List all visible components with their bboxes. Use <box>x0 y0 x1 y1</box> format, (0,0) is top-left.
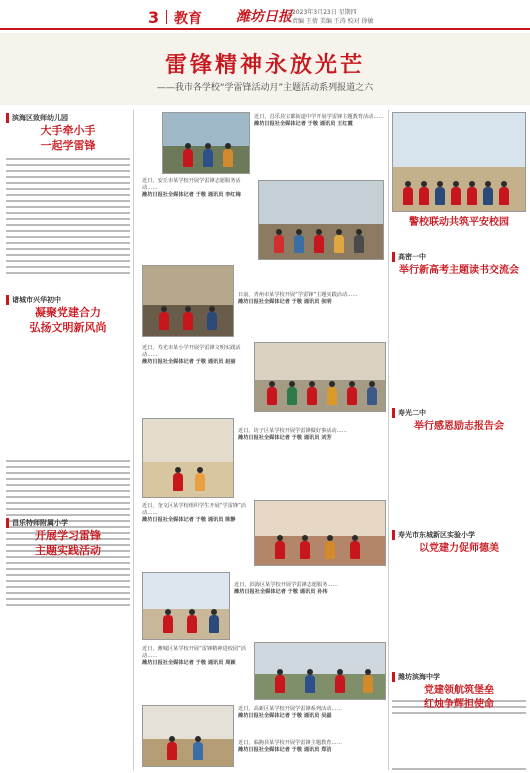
caption-9 <box>238 706 386 720</box>
article-1-body <box>6 158 130 274</box>
page-header <box>0 0 530 30</box>
photo-6 <box>254 500 386 566</box>
article-3-school: 昌乐特师附属小学 <box>6 518 68 528</box>
photo-4 <box>254 342 386 412</box>
caption-2-credit: 潍坊日报社全媒体记者 于敬 通讯员 李红梅 <box>142 192 241 198</box>
photo-7 <box>142 572 230 640</box>
article-8-title-line1: 党建领航筑堡垒 <box>424 685 494 696</box>
newspaper-logo: 潍坊日报 <box>236 9 292 25</box>
article-7-school: 寿光市东城新区实验小学 <box>392 530 475 540</box>
article-8-title-line2: 红烛争辉担使命 <box>424 699 494 710</box>
caption-1-credit: 潍坊日报社全媒体记者 于敬 通讯员 王红霞 <box>254 121 353 127</box>
editors-line: 责编 王倩 美编 王涛 校对 徐敏 <box>292 18 374 25</box>
photo-3 <box>142 265 234 337</box>
article-1-title-line2: 一起学雷锋 <box>40 139 96 152</box>
caption-9-text: 近日，高新区某学校开展学雷锋系列活动…… <box>238 706 342 712</box>
caption-5-credit: 潍坊日报社全媒体记者 于敬 通讯员 刘芳 <box>238 435 332 441</box>
article-5-school: 高密一中 <box>392 252 426 262</box>
caption-10 <box>238 740 386 754</box>
caption-3-credit: 潍坊日报社全媒体记者 于敬 通讯员 张明 <box>238 299 332 305</box>
caption-7-credit: 潍坊日报社全媒体记者 于敬 通讯员 孙伟 <box>234 589 328 595</box>
caption-10-credit: 潍坊日报社全媒体记者 于敬 通讯员 郑洁 <box>238 747 332 753</box>
article-7-title: 以党建力促师德美 <box>419 543 499 554</box>
caption-1-text: 近日，昌乐县宝都街道中学开展学雷锋主题教育活动…… <box>254 114 384 120</box>
article-6-title: 举行感恩励志报告会 <box>414 421 504 432</box>
page-number: 3 <box>148 8 160 27</box>
article-3-title-line2: 主题实践活动 <box>35 544 101 557</box>
article-2-school: 诸城市兴华初中 <box>6 295 61 305</box>
caption-5 <box>238 428 386 442</box>
photo-5 <box>142 418 234 498</box>
article-2-title-line2: 弘扬文明新风尚 <box>29 321 107 334</box>
section-name: 教育 <box>174 11 202 27</box>
feature-title: 雷锋精神永放光芒 <box>164 53 365 78</box>
caption-10-text: 近日，临朐县某学校开展学雷锋主题教育…… <box>238 740 342 746</box>
caption-6 <box>142 503 250 524</box>
caption-4-credit: 潍坊日报社全媒体记者 于敬 通讯员 赵丽 <box>142 359 236 365</box>
caption-8 <box>142 646 250 667</box>
photo-1 <box>162 112 250 174</box>
caption-8-text: 近日，潍城区某学校开展“雷锋精神进校园”活动…… <box>142 646 246 659</box>
caption-7 <box>234 582 386 596</box>
column-divider-right <box>388 110 389 770</box>
caption-8-credit: 潍坊日报社全媒体记者 于敬 通讯员 周颖 <box>142 660 236 666</box>
article-2-title-line1: 凝聚党建合力 <box>35 306 101 319</box>
article-1-title-line1: 大手牵小手 <box>40 124 96 137</box>
header-divider <box>166 10 167 24</box>
article-4-title: 警校联动共筑平安校园 <box>409 217 509 228</box>
caption-4-text: 近日，寿光市某小学开展学雷锋文明实践活动…… <box>142 345 241 358</box>
article-6-school: 寿光二中 <box>392 408 426 418</box>
article-1-school: 滨海区致师幼儿园 <box>6 113 68 123</box>
article-3-title-line1: 开展学习雷锋 <box>35 529 101 542</box>
feature-subtitle: ——我市各学校“学雷锋活动月”主题活动系列报道之六 <box>156 83 374 93</box>
article-5-body <box>392 768 526 773</box>
issue-date: 2023年3月23日 星期四 <box>292 9 357 16</box>
caption-7-text: 近日，滨海区某学校开展学雷锋志愿服务…… <box>234 582 338 588</box>
article-8-school: 潍坊滨海中学 <box>392 672 440 682</box>
photo-right-1 <box>392 112 526 212</box>
article-5-title: 举行新高考主题读书交流会 <box>399 265 519 276</box>
caption-2 <box>142 178 254 199</box>
caption-3 <box>238 292 386 306</box>
caption-4 <box>142 345 250 366</box>
caption-1 <box>254 114 386 128</box>
photo-2 <box>258 180 384 260</box>
caption-6-credit: 潍坊日报社全媒体记者 于敬 通讯员 陈静 <box>142 517 236 523</box>
photo-8 <box>254 642 386 700</box>
caption-9-credit: 潍坊日报社全媒体记者 于敬 通讯员 吴磊 <box>238 713 332 719</box>
column-divider-left <box>133 110 134 770</box>
caption-6-text: 近日，奎文区某学校组织学生开展“学雷锋”活动…… <box>142 503 246 516</box>
caption-3-text: 日前，青州市某学校开展“学雷锋”主题实践活动…… <box>238 292 358 298</box>
caption-2-text: 近日，安丘市某学校开展学雷锋志愿服务活动…… <box>142 178 241 191</box>
caption-5-text: 近日，坊子区某学校开展学雷锋做好事活动…… <box>238 428 347 434</box>
photo-9 <box>142 705 234 767</box>
